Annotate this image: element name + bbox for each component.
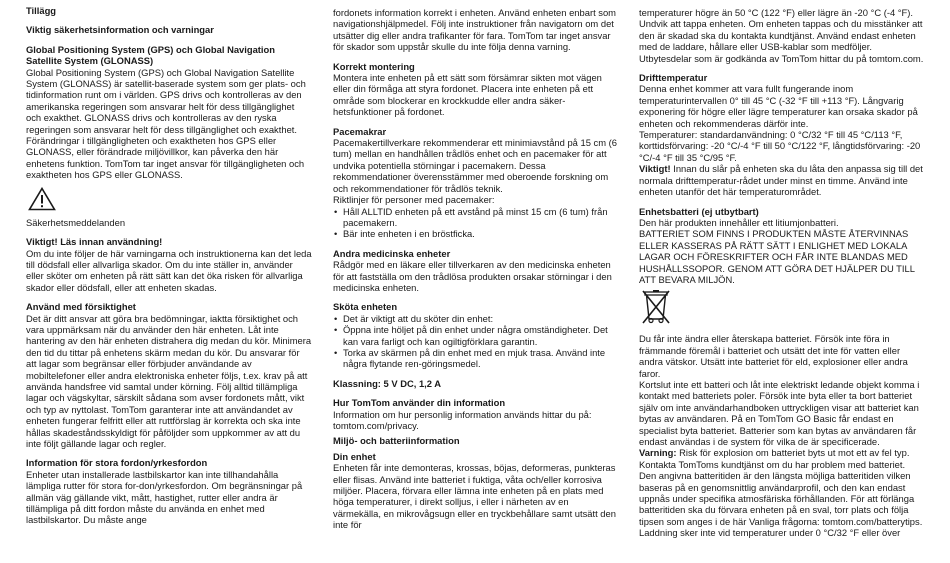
device-text: Enheten får inte demonteras, krossas, böjas, deformeras, punkteras eller flisas. Använd inte batteriet i fuktiga, våta och/eller korrosiva miljöer. Placera, förvara eller lämna inte enheten på en plats med höga temperaturer, i direkt solljus, i eller i närheten av en värmekälla, en mikrovågsugn eller en tryckbehållare samt utsätt den inte för [333,462,616,531]
device-heading: Din enhet [333,450,376,462]
continued-text: temperaturer högre än 50 °C (122 °F) eller lägre än -20 °C (-4 °F). Undvik att tappa enheten. Om enheten tappas och du misstänker att den är skadad ska du kontakta kundtjänst. Använd endast enheten med de laddare, hållare eller USB-kablar som medföljer. Utbytesdelar som är godkända av TomTom hittar du på tomtom.com. [639,7,924,64]
messages-heading: Säkerhetsmeddelanden [26,216,126,228]
operating-temperature-text: Denna enhet kommer att vara fullt fungerande inom temperaturintervallen 0° till 45 °C (-32 °F till +113 °F). Långvarig exponering för högre eller lägre temperaturer kan orsaka skador på enheten och rekommenderas därför inte. [639,83,918,129]
list-item: • Torka av skärmen på din enhet med en mjuk trasa. Använd inte några flytande ren-göringsmedel. [333,347,618,370]
gps-text: Global Positioning System (GPS) och Global Navigation Satellite System (GLONASS) är satellit-baserade system som ger plats- och tidinformation runt om i världen. GPS drivs och kontrolleras av den amerikanska regeringen som ansvarar helt för dess tillgänglighet och exakthet. GLONASS drivs och kontrolleras av den ryska regeringen som ansvarar helt för dess tillgänglighet och exakthet. Förändringar i tillgängligheten och exaktheten hos GPS eller GLONASS, eller förändrade miljövillkor, kan påverka den här enhetens funktion. TomTom tar inget ansvar för tillgängligheten och exaktheten hos GPS eller GLONASS. [26,66,306,181]
mount-heading: Korrekt montering [333,60,415,72]
pacemaker-guidelines: Riktlinjer för personer med pacemaker: [333,194,495,206]
medical-heading: Andra medicinska enheter [333,247,451,259]
large-vehicle-text: Enheter utan installerade lastbilskartor kan inte tillhandahålla lämpliga rutter för stora for-don/yrkesfordon. Om begränsningar på allmän väg gällande vikt, mått, hastighet, rutter eller andra är tillämpliga på ditt fordon måste du använda en enhet med lastbilskartor. Du måste ange [26,468,303,526]
warning-note [639,447,924,458]
continued-text: fordonets information korrekt i enheten. Använd enheten enbart som navigationshjälpmedel. Följ inte instruktioner från navigatorn om det utsätter dig eller andra trafikanter för fara. TomTom tar inget ansvar för skador som uppstår skulle du inte följa denna varning. [333,7,616,53]
warning-triangle-icon [28,187,56,211]
read-text: Om du inte följer de här varningarna och instruktionerna kan det leda till dödsfall eller allvarliga skador. Om du inte ställer in, använder eller sköter om enheten på rätt sätt kan det öka risken för allvarliga skador eller dödsfall, eller att enheten skadas. [26,247,312,293]
pacemaker-list [333,206,618,240]
battery-heading: Enhetsbatteri (ej utbytbart) [639,205,759,217]
battery-life-text: Den angivna batteritiden är den längsta möjliga batteritiden vilken baseras på en genomsnittlig användarprofil, och den kan endast uppnås under specifika atmosfäriska förhållanden. För att förlänga batteritiden ska du förvara enheten på en sval, torr plats och följa tipsen som anges i de här Vanliga frågorna: tomtom.com/batterytips. Laddning sker inte vid temperaturer under 0 °C/32 °F eller över [639,470,923,539]
column-1 [26,5,312,526]
operating-temperature-heading: Drifttemperatur [639,72,708,84]
list-item: • Bär inte enheten i en bröstficka. [333,228,618,239]
read-heading: Viktigt! Läs innan användning! [26,236,163,248]
careful-heading: Använd med försiktighet [26,301,136,313]
pacemaker-heading: Pacemakrar [333,125,387,137]
important-text: Innan du slår på enheten ska du låta den anpassa sig till det normala drifttemperatur-rådet under minst en timme. Använd inte enheten utanför det här temperaturområdet. [639,163,923,198]
care-list [333,313,618,370]
large-vehicle-heading: Information för stora fordon/yrkesfordon [26,457,208,469]
crossed-out-bin-icon [641,289,671,327]
list-item: • Det är viktigt att du sköter din enhet: [333,313,618,324]
warning-label: Varning: [639,447,677,459]
rating-heading: Klassning: 5 V DC, 1,2 A [333,377,442,389]
support-text: Kontakta TomToms kundtjänst om du har problem med batteriet. [639,458,906,470]
temperature-ranges: Temperaturer: standardanvändning: 0 °C/32 °F till 45 °C/113 °F, korttidsförvaring: -20 °C/-4 °F till 50 °C/122 °F, långtidsförvaring: -20 °C/-4 °F till 35 °C/95 °F. [639,129,921,163]
column-2 [333,7,618,531]
privacy-heading: Hur TomTom använder din information [333,397,506,409]
battery-intro: Den här produkten innehåller ett litiumjonbatteri. [639,216,839,228]
medical-text: Rådgör med en läkare eller tillverkaren av den medicinska enheten för att fastställa om den trådlösa produkten orsakar störningar i den medicinska enheten. [333,259,612,293]
section-title: Tillägg [26,5,57,16]
privacy-text: Information om hur personlig information används hittar du på: tomtom.com/privacy. [333,408,592,431]
list-item: • Håll ALLTID enheten på ett avstånd på minst 15 cm (6 tum) från pacemakern. [333,206,618,229]
safety-heading: Viktig säkerhetsinformation och varningar [26,24,214,36]
care-heading: Sköta enheten [333,301,398,313]
environment-heading: Miljö- och batteriinformation [333,435,460,447]
careful-text: Det är ditt ansvar att göra bra bedömningar, iaktta försiktighet och vara uppmärksam när du använder den här enheten. Låt inte hantering av den här enheten distrahera dig medan du kör. Minimera den tid du tittar på enhetens skärm medan du kör. Du ansvarar för att lagar som begränsar eller förbjuder användande av mobiltelefoner eller andra elektroniska enheter följs, t.ex. krav på att använda handsfree vid samtal under körning. Följ alltid tillämpliga lagar och vägskyltar, särskilt sådana som avser fordonets mått, vikt och typ av nyttolast. TomTom garanterar inte att användandet av enheten fungerar felfritt eller att ruttförslag är korrekta och ska inte hållas skadeståndsskyldigt för påföljder som uppkommer av att du inte följt gällande lagar och regler. [26,312,312,449]
gps-heading: Global Positioning System (GPS) och Global Navigation Satellite System (GLONASS) [26,43,275,67]
battery-disposal-text: BATTERIET SOM FINNS I PRODUKTEN MÅSTE ÅTERVINNAS ELLER KASSERAS PÅ RÄTT SÄTT I ENLIGHET MED LOKALA LAGAR OCH FÖRESKRIFTER OCH FÅR INTE BLANDAS MED HUSHÅLLSSOPOR. GENOM ATT GÖRA DET HJÄLPER DU TILL ATT BEVARA MILJÖN. [639,228,915,285]
battery-text-2: Kortslut inte ett batteri och låt inte elektriskt ledande objekt komma i kontakt med batteriets poler. Försök inte byta eller ta bort batteriet själv om inte användarhandboken uttryckligen visar att batteriet kan bytas av användaren. På en TomTom GO Basic får endast en specialist byta batteriet. Batterier som kan bytas av användaren får endast användas i de system för vilka de är specificerade. [639,378,920,447]
important-note [639,163,924,197]
pacemaker-text: Pacemakertillverkare rekommenderar ett minimiavstånd på 15 cm (6 tum) mellan en handhållen trådlös enhet och en pacemaker för att undvika potentiella störningar i pacemakern. Dessa rekommendationer överensstämmer med oberoende forskning om och rekommendationer för trådlös teknik. [333,137,617,194]
warning-text: Risk för explosion om batteriet byts ut mot ett av fel typ. [676,447,910,459]
mount-text: Montera inte enheten på ett sätt som försämrar sikten mot vägen eller din förmåga att styra fordonet. Placera inte enheten på ett område som blockerar en krockkudde eller andra säker-hetsfunktioner på fordonet. [333,72,602,118]
battery-text-1: Du får inte ändra eller återskapa batteriet. Försök inte föra in främmande föremål i batteriet och utsätt det inte för vatten eller andra vätskor. Utsätt inte batteriet för eld, explosioner eller andra faror. [639,333,908,379]
column-3 [639,7,924,539]
important-label: Viktigt! [639,163,671,175]
list-item: • Öppna inte höljet på din enhet under några omständigheter. Det kan vara farligt och kan ogiltigförklara garantin. [333,324,618,347]
